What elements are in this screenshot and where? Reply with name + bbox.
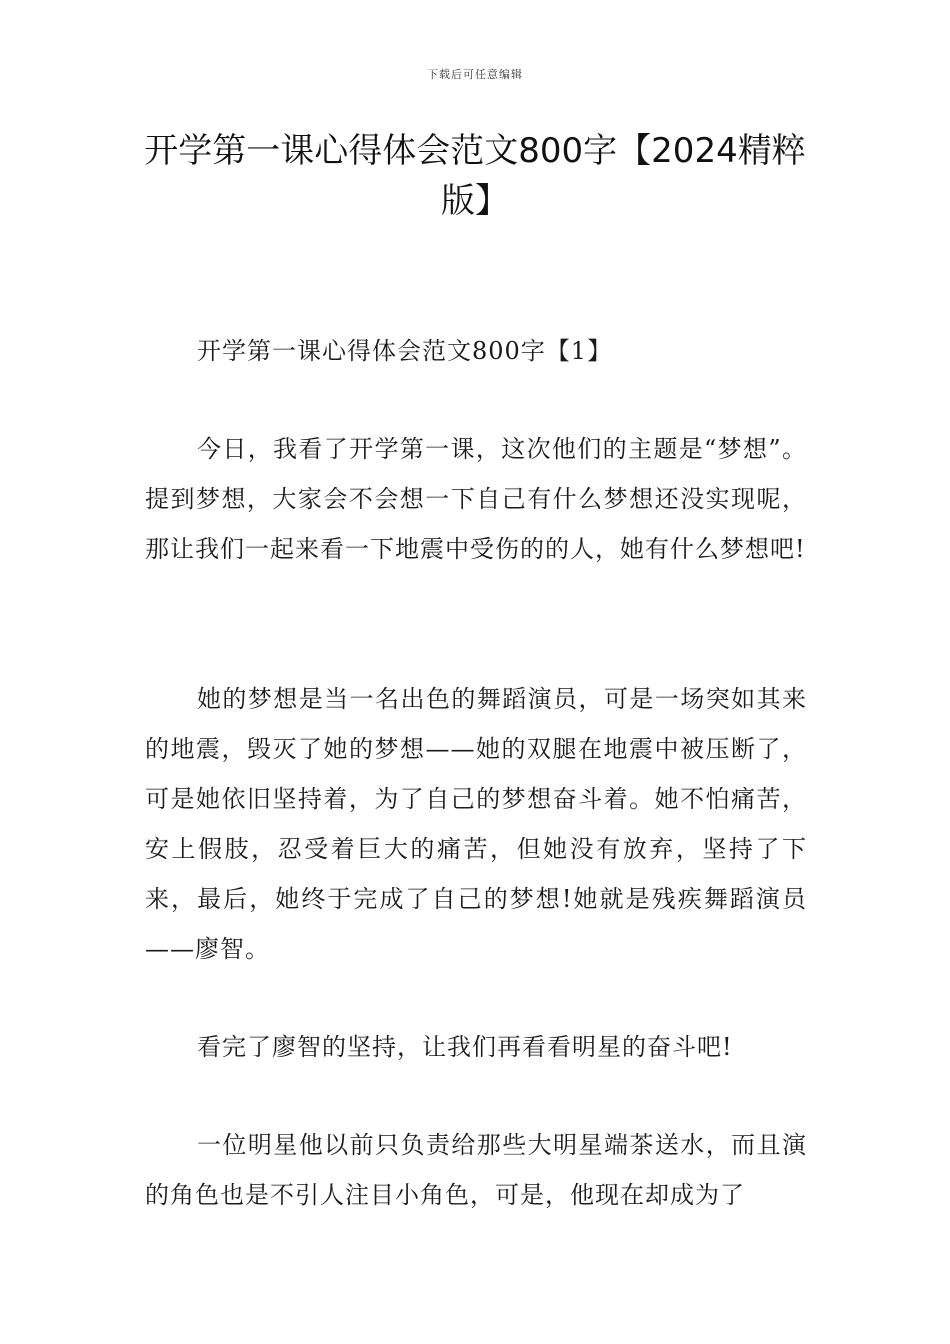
paragraph: 她的梦想是当一名出色的舞蹈演员，可是一场突如其来的地震，毁灭了她的梦想——她的双腿在地震中被压断了，可是她依旧坚持着，为了自己的梦想奋斗着。她不怕痛苦，安上假肢，忍受着巨大的痛苦，但她没有放弃，坚持了下来，最后，她终于完成了自己的梦想!她就是残疾舞蹈演员——廖智。 [145,685,807,963]
header-note: 下载后可任意编辑 [427,68,523,81]
section-heading: 开学第一课心得体会范文800字【1】 [197,337,613,365]
paragraph: 一位明星他以前只负责给那些大明星端茶送水，而且演的角色也是不引人注目小角色，可是，他现在却成为了 [145,1131,807,1209]
document-title: 开学第一课心得体会范文800字【2024精粹版】 [144,131,806,221]
paragraph: 今日，我看了开学第一课，这次他们的主题是“梦想”。提到梦想，大家会不会想一下自己有什么梦想还没实现呢，那让我们一起来看一下地震中受伤的的人，她有什么梦想吧! [145,435,807,563]
paragraph: 看完了廖智的坚持，让我们再看看明星的奋斗吧! [197,1033,733,1061]
